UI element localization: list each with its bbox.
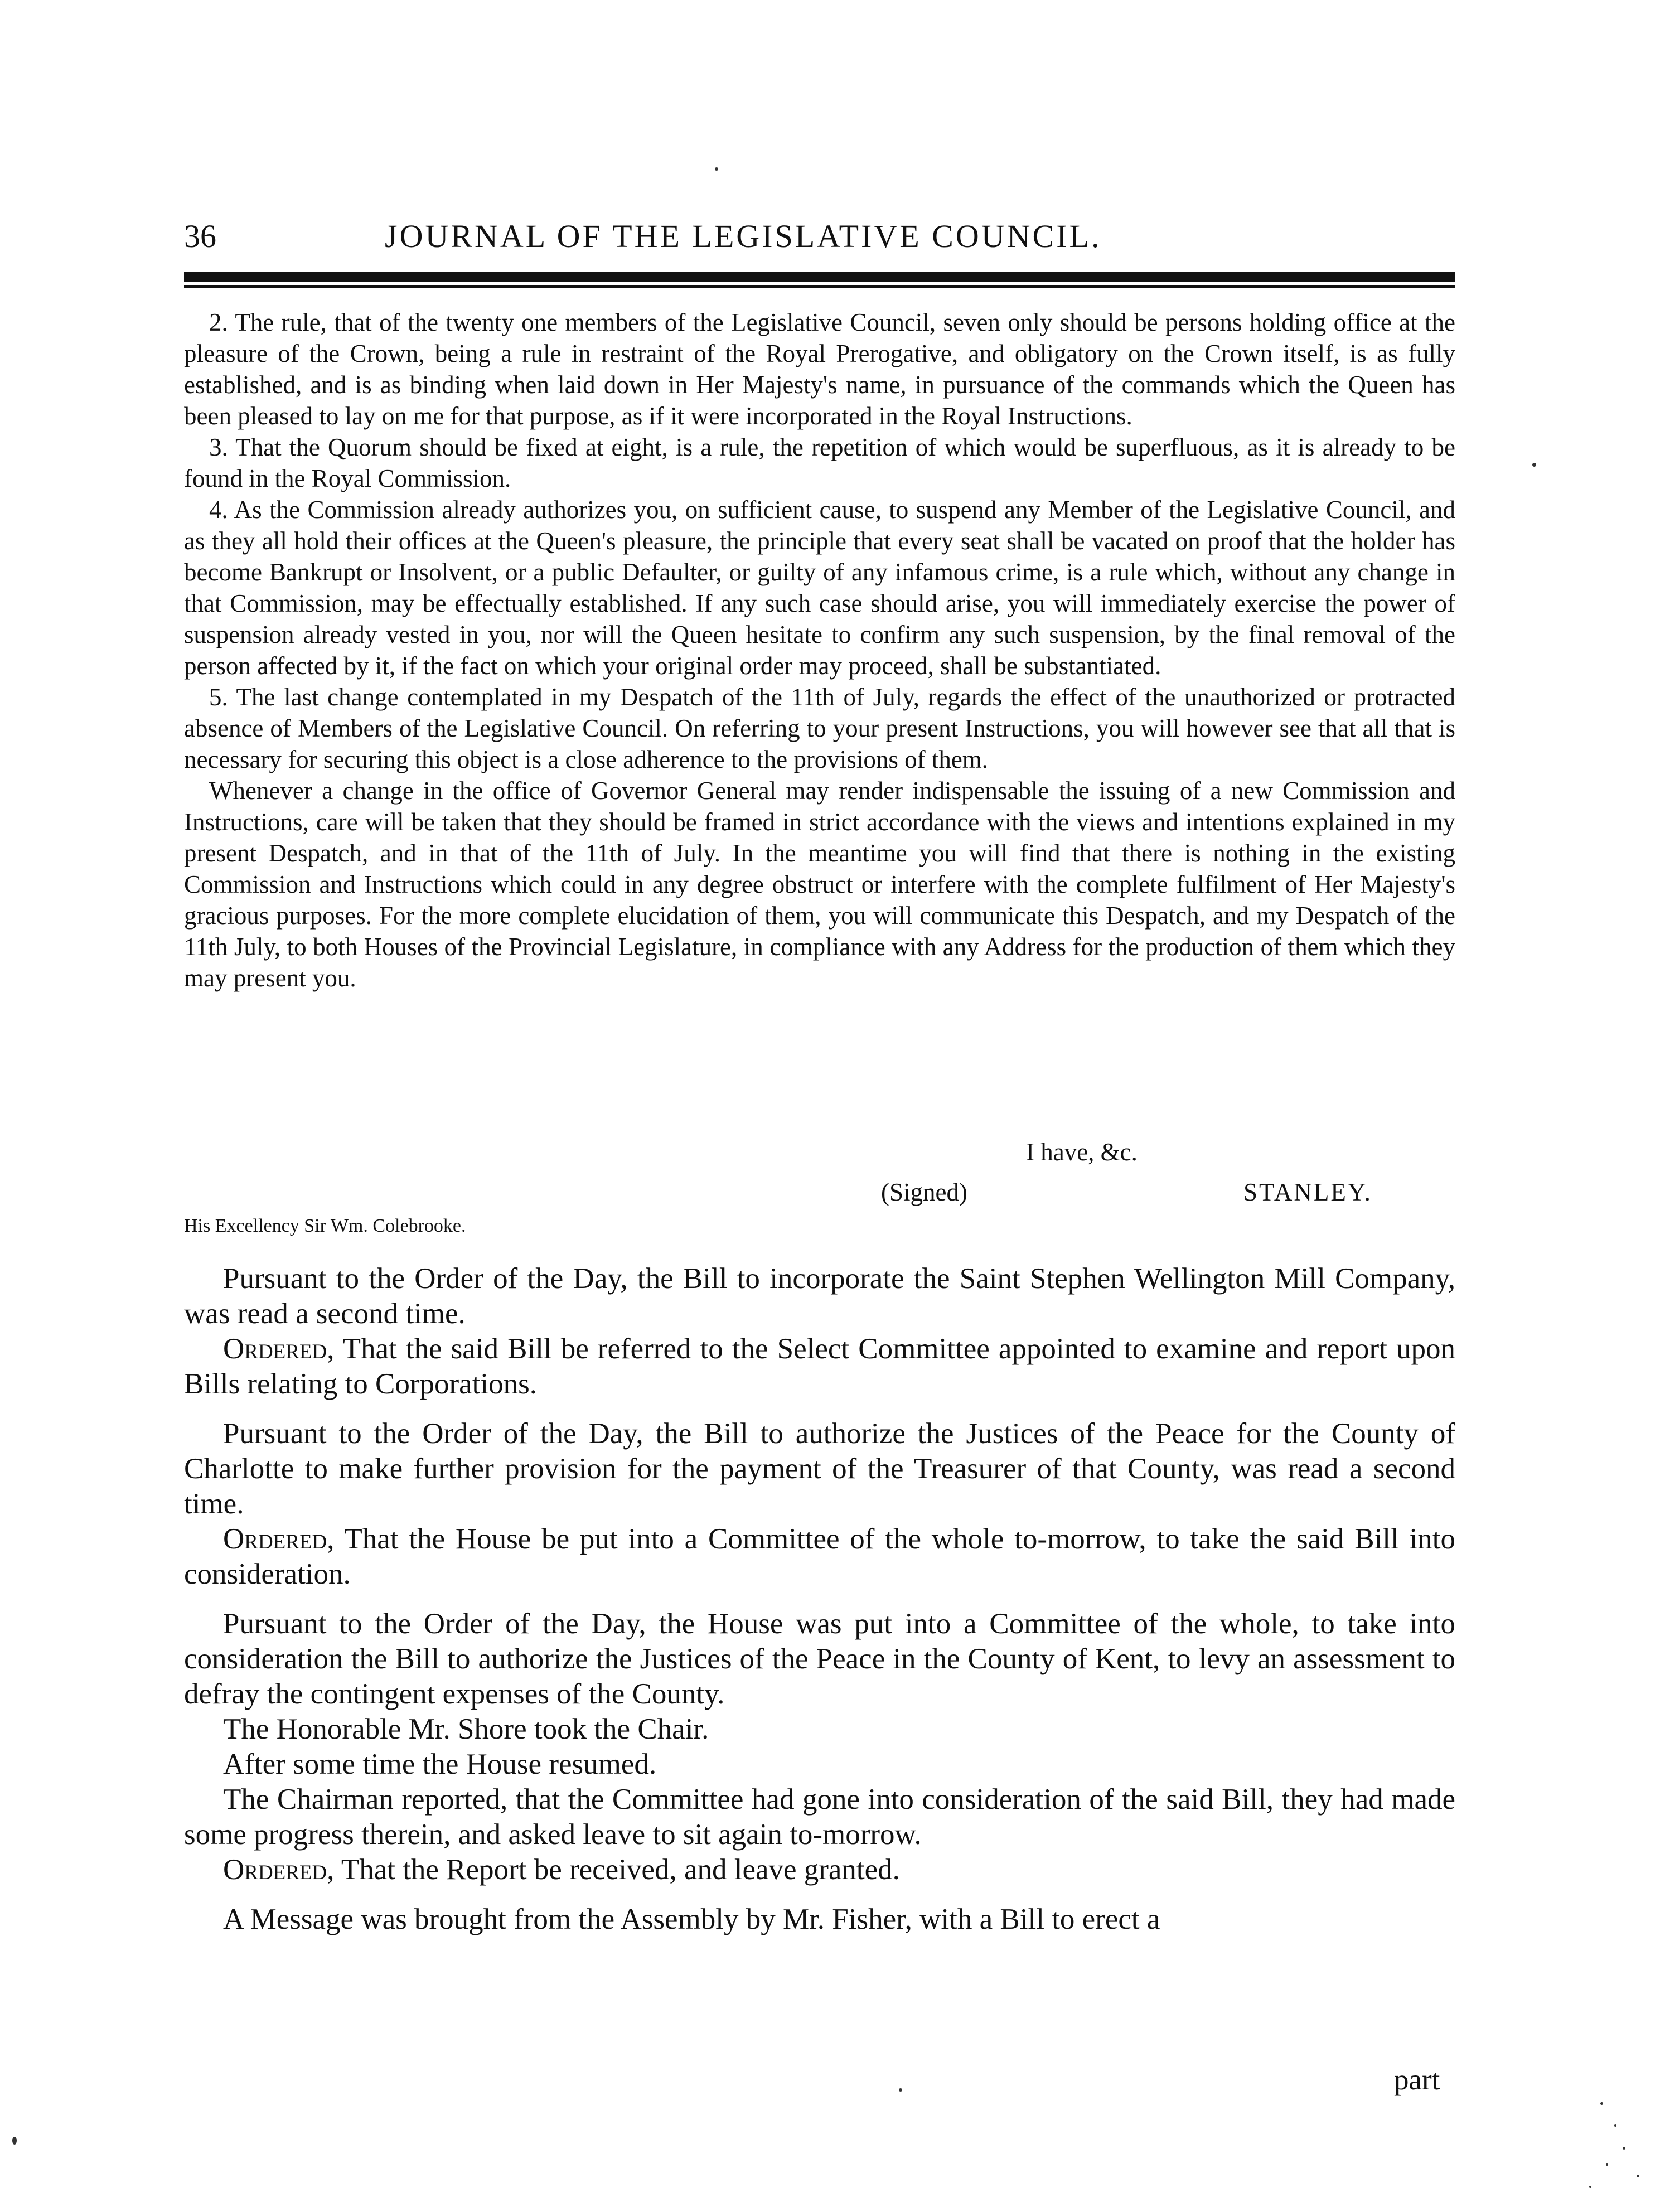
print-speck: [12, 2137, 17, 2145]
print-speck: [899, 2088, 902, 2092]
closing-formula: I have, &c.: [1026, 1138, 1138, 1166]
running-title: JOURNAL OF THE LEGISLATIVE COUNCIL.: [385, 218, 1102, 254]
header-rule-thick: [184, 272, 1455, 282]
ordered-text: That the House be put into a Committee of the whole to-morrow, to take the said Bill into consideration.: [184, 1523, 1455, 1590]
signer-name: STANLEY.: [1243, 1178, 1372, 1206]
print-speck: [1623, 2147, 1625, 2150]
proceeding-paragraph: The Chairman reported, that the Committee had gone into consideration of the said Bill, they had made some progress therein, and asked leave to sit again to-morrow.: [184, 1783, 1455, 1851]
print-speck: [1532, 463, 1536, 467]
catchword: part: [1394, 2064, 1440, 2096]
print-speck: [1606, 2163, 1608, 2166]
print-speck: [715, 167, 718, 171]
despatch-paragraph: 2. The rule, that of the twenty one members of the Legislative Council, seven only should be persons holding office at the pleasure of the Crown, being a rule in restraint of the Royal Prerogative, and obligatory on the Crown itself, is as fully established, and is as binding when laid down in Her Majesty's name, in pursuance of the commands which the Queen has been pleased to lay on me for that purpose, as if it were incorporated in the Royal Instructions.: [184, 308, 1455, 430]
proceeding-paragraph: The Honorable Mr. Shore took the Chair.: [223, 1713, 709, 1745]
proceeding-paragraph: Pursuant to the Order of the Day, the Bill to authorize the Justices of the Peace for the County of Charlotte to make further provision for the payment of the Treasurer of that County, was read a second time.: [184, 1417, 1455, 1520]
print-speck: [1614, 2124, 1616, 2127]
despatch-text: [184, 307, 1455, 994]
despatch-paragraph: 3. That the Quorum should be fixed at eight, is a rule, the repetition of which would be superfluous, as it is already to be found in the Royal Commission.: [184, 433, 1455, 492]
addressee: His Excellency Sir Wm. Colebrooke.: [184, 1216, 466, 1236]
print-speck: [1600, 2102, 1603, 2105]
ordered-text: That the said Bill be referred to the Select Committee appointed to examine and report upon Bills relating to Corporations.: [184, 1333, 1455, 1400]
proceedings-text: [184, 1261, 1455, 1937]
signed-label: (Signed): [881, 1178, 967, 1206]
header-rule-thin: [184, 285, 1455, 288]
despatch-closing: [184, 1138, 1455, 1255]
proceeding-paragraph: Pursuant to the Order of the Day, the House was put into a Committee of the whole, to take into consideration the Bill to authorize the Justices of the Peace in the County of Kent, to levy an assessment to defray the contingent expenses of the County.: [184, 1608, 1455, 1710]
ordered-paragraph: [184, 1522, 1455, 1592]
print-speck: [1589, 2186, 1591, 2188]
despatch-paragraph: 5. The last change contemplated in my Despatch of the 11th of July, regards the effect of the unauthorized or protracted absence of Members of the Legislative Council. On referring to your present Instructions, you will however see that all that is necessary for securing this object is a close adherence to the provisions of them.: [184, 683, 1455, 773]
print-speck: [1637, 2175, 1639, 2177]
proceeding-paragraph: A Message was brought from the Assembly by Mr. Fisher, with a Bill to erect a: [223, 1903, 1160, 1935]
ordered-text: That the Report be received, and leave granted.: [334, 1853, 900, 1886]
page-number: 36: [184, 218, 216, 254]
proceeding-paragraph: After some time the House resumed.: [223, 1748, 657, 1780]
page-header: [184, 217, 1455, 273]
despatch-paragraph: 4. As the Commission already authorizes you, on sufficient cause, to suspend any Member of the Legislative Council, and as they all hold their offices at the Queen's pleasure, the principle that every seat shall be vacated on proof that the holder has become Bankrupt or Insolvent, or a public Defaulter, or guilty of any infamous crime, is a rule which, without any change in that Commission, may be effectually established. If any such case should arise, you will immediately exercise the power of suspension already vested in you, nor will the Queen hesitate to confirm any such suspension, by the final removal of the person affected by it, if the fact on which your original order may proceed, shall be substantiated.: [184, 496, 1455, 680]
despatch-paragraph: Whenever a change in the office of Governor General may render indispensable the issuing of a new Commission and Instructions, care will be taken that they should be framed in strict accordance with the views and intentions explained in my present Despatch, and in that of the 11th of July. In the meantime you will find that there is nothing in the existing Commission and Instructions which could in any degree obstruct or interfere with the complete fulfilment of Her Majesty's gracious purposes. For the more complete elucidation of them, you will communicate this Despatch, and my Despatch of the 11th July, to both Houses of the Provincial Legislature, in compliance with any Address for the production of them which they may present you.: [184, 777, 1455, 992]
ordered-paragraph: [184, 1332, 1455, 1402]
ordered-word: Ordered,: [223, 1333, 335, 1365]
ordered-word: Ordered,: [223, 1523, 335, 1555]
ordered-paragraph: [184, 1852, 1455, 1887]
proceeding-paragraph: Pursuant to the Order of the Day, the Bill to incorporate the Saint Stephen Wellington Mill Company, was read a second time.: [184, 1262, 1455, 1330]
ordered-word: Ordered,: [223, 1853, 335, 1886]
